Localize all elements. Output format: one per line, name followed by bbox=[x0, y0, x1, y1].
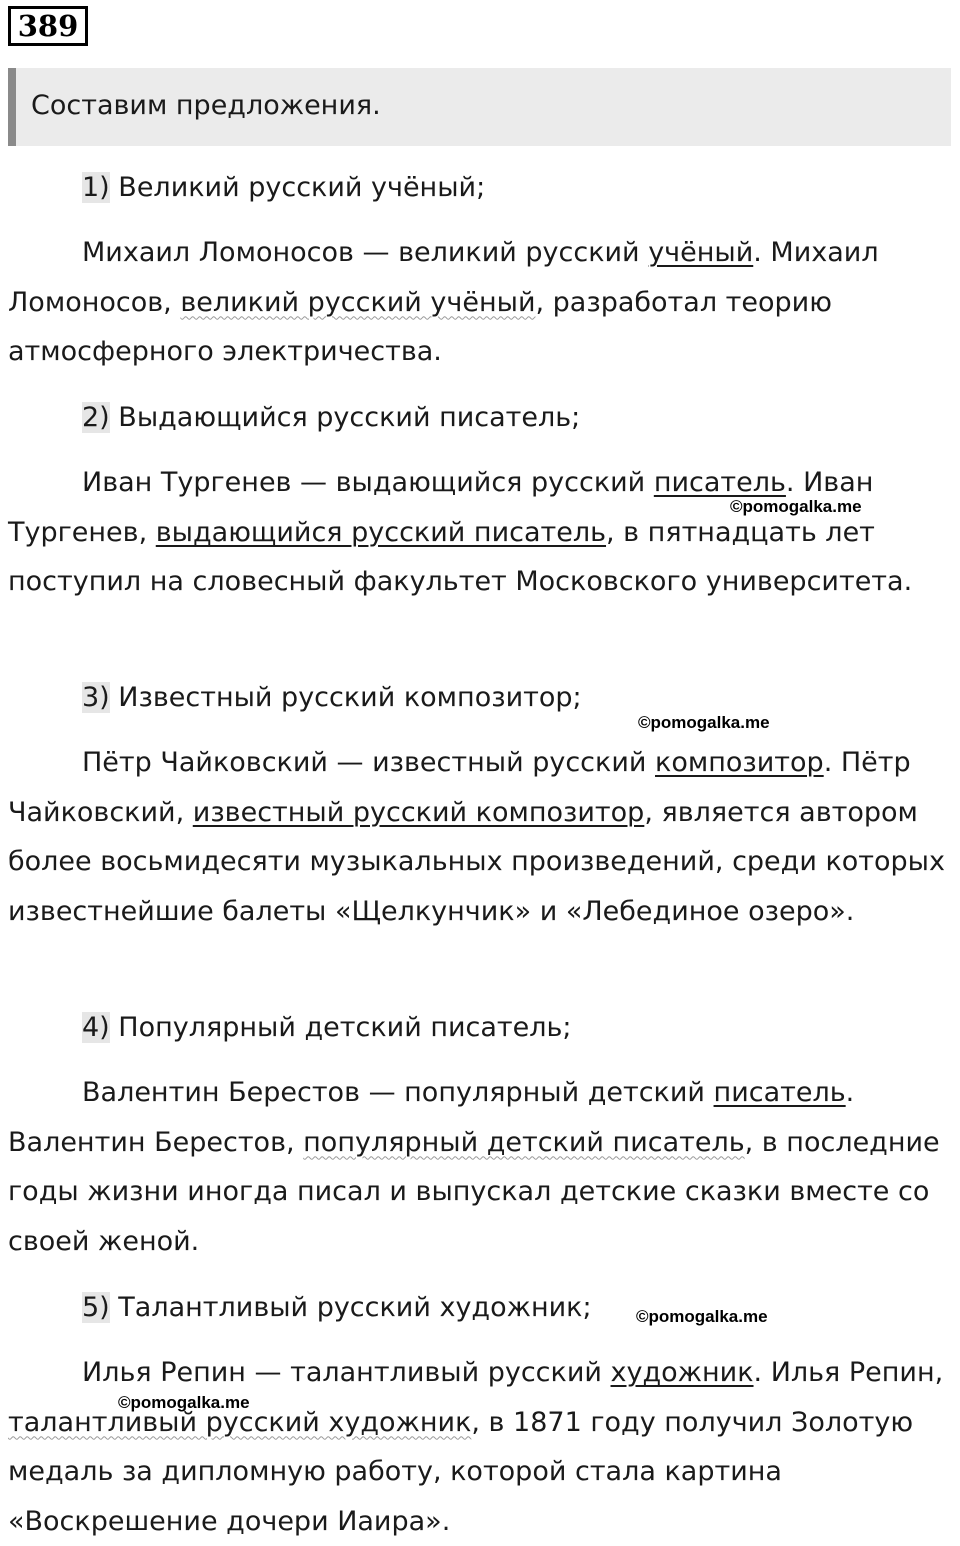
s2-before: Валентин Берестов, bbox=[8, 1126, 304, 1158]
s1-before: Пётр Чайковский — известный русский bbox=[82, 747, 656, 778]
s1-before: Валентин Берестов — популярный детский bbox=[82, 1077, 714, 1108]
item-3-label bbox=[8, 673, 953, 723]
item-3-title: Известный русский композитор; bbox=[109, 682, 582, 713]
section-header bbox=[8, 68, 951, 146]
item-4-sentences bbox=[8, 1068, 953, 1266]
s2-after: , в 1871 году получил Золотую медаль за дипломную работу, которой стала картина «Воскрешение дочери Иаира». bbox=[8, 1406, 914, 1537]
s2-before: Иван Тургенев, bbox=[8, 467, 874, 548]
s2-after: , в последние годы жизни иногда писал и выпускал детские сказки вместе со своей женой. bbox=[8, 1126, 940, 1257]
item-2-title: Выдающийся русский писатель; bbox=[109, 402, 581, 433]
item-2-sentences bbox=[8, 458, 953, 607]
item-4-label bbox=[8, 1003, 953, 1053]
s1-after: . bbox=[753, 237, 762, 268]
watermark: ©pomogalka.me bbox=[638, 713, 770, 732]
apposition-phrase: популярный детский писатель bbox=[303, 1126, 745, 1158]
watermark: ©pomogalka.me bbox=[118, 1393, 250, 1412]
s2-after: , в пятнадцать лет поступил на словесный факультет Московского университета. bbox=[8, 516, 913, 597]
item-5-title: Талантливый русский художник; bbox=[109, 1292, 592, 1323]
predicate-word: композитор bbox=[655, 747, 824, 778]
s1-after: . bbox=[823, 747, 833, 778]
s2-after: , разработал теорию атмосферного электричества. bbox=[8, 286, 832, 367]
item-4-number: 4) bbox=[82, 1012, 110, 1043]
s1-after: . bbox=[753, 1357, 763, 1388]
predicate-word: учёный bbox=[648, 237, 754, 268]
apposition-phrase: известный русский композитор bbox=[192, 796, 645, 828]
item-3-number: 3) bbox=[82, 682, 110, 713]
predicate-word: художник bbox=[610, 1357, 754, 1388]
s1-after: . bbox=[785, 467, 795, 498]
task-number-badge: 389 bbox=[8, 6, 88, 46]
item-3-sentences bbox=[8, 738, 953, 936]
item-1-number: 1) bbox=[82, 172, 110, 203]
header-text: Составим предложения. bbox=[31, 90, 381, 121]
s2-before: Илья Репин, bbox=[762, 1357, 944, 1388]
watermark: ©pomogalka.me bbox=[730, 497, 862, 516]
s1-before: Иван Тургенев — выдающийся русский bbox=[82, 467, 654, 498]
apposition-phrase: великий русский учёный bbox=[180, 286, 536, 318]
item-5-label bbox=[8, 1283, 953, 1333]
item-1-label bbox=[8, 163, 953, 213]
apposition-phrase: талантливый русский художник bbox=[8, 1406, 472, 1438]
s2-before: Пётр Чайковский, bbox=[8, 747, 911, 828]
s1-after: . bbox=[845, 1077, 855, 1108]
s1-before: Михаил Ломоносов — великий русский bbox=[82, 237, 649, 268]
predicate-word: писатель bbox=[653, 467, 786, 498]
predicate-word: писатель bbox=[713, 1077, 846, 1108]
apposition-phrase: выдающийся русский писатель bbox=[155, 516, 607, 548]
item-1-sentences bbox=[8, 228, 953, 377]
s1-before: Илья Репин — талантливый русский bbox=[82, 1357, 611, 1388]
watermark: ©pomogalka.me bbox=[636, 1307, 768, 1326]
item-4-title: Популярный детский писатель; bbox=[109, 1012, 572, 1043]
item-1-title: Великий русский учёный; bbox=[109, 172, 486, 203]
s2-after: , является автором более восьмидесяти музыкальных произведений, среди которых известнейшие балеты «Щелкунчик» и «Лебединое озеро». bbox=[8, 796, 945, 927]
item-5-sentences bbox=[8, 1348, 953, 1546]
item-5-number: 5) bbox=[82, 1292, 110, 1323]
s2-before: Михаил Ломоносов, bbox=[8, 237, 879, 318]
item-2-label bbox=[8, 393, 953, 443]
item-2-number: 2) bbox=[82, 402, 110, 433]
